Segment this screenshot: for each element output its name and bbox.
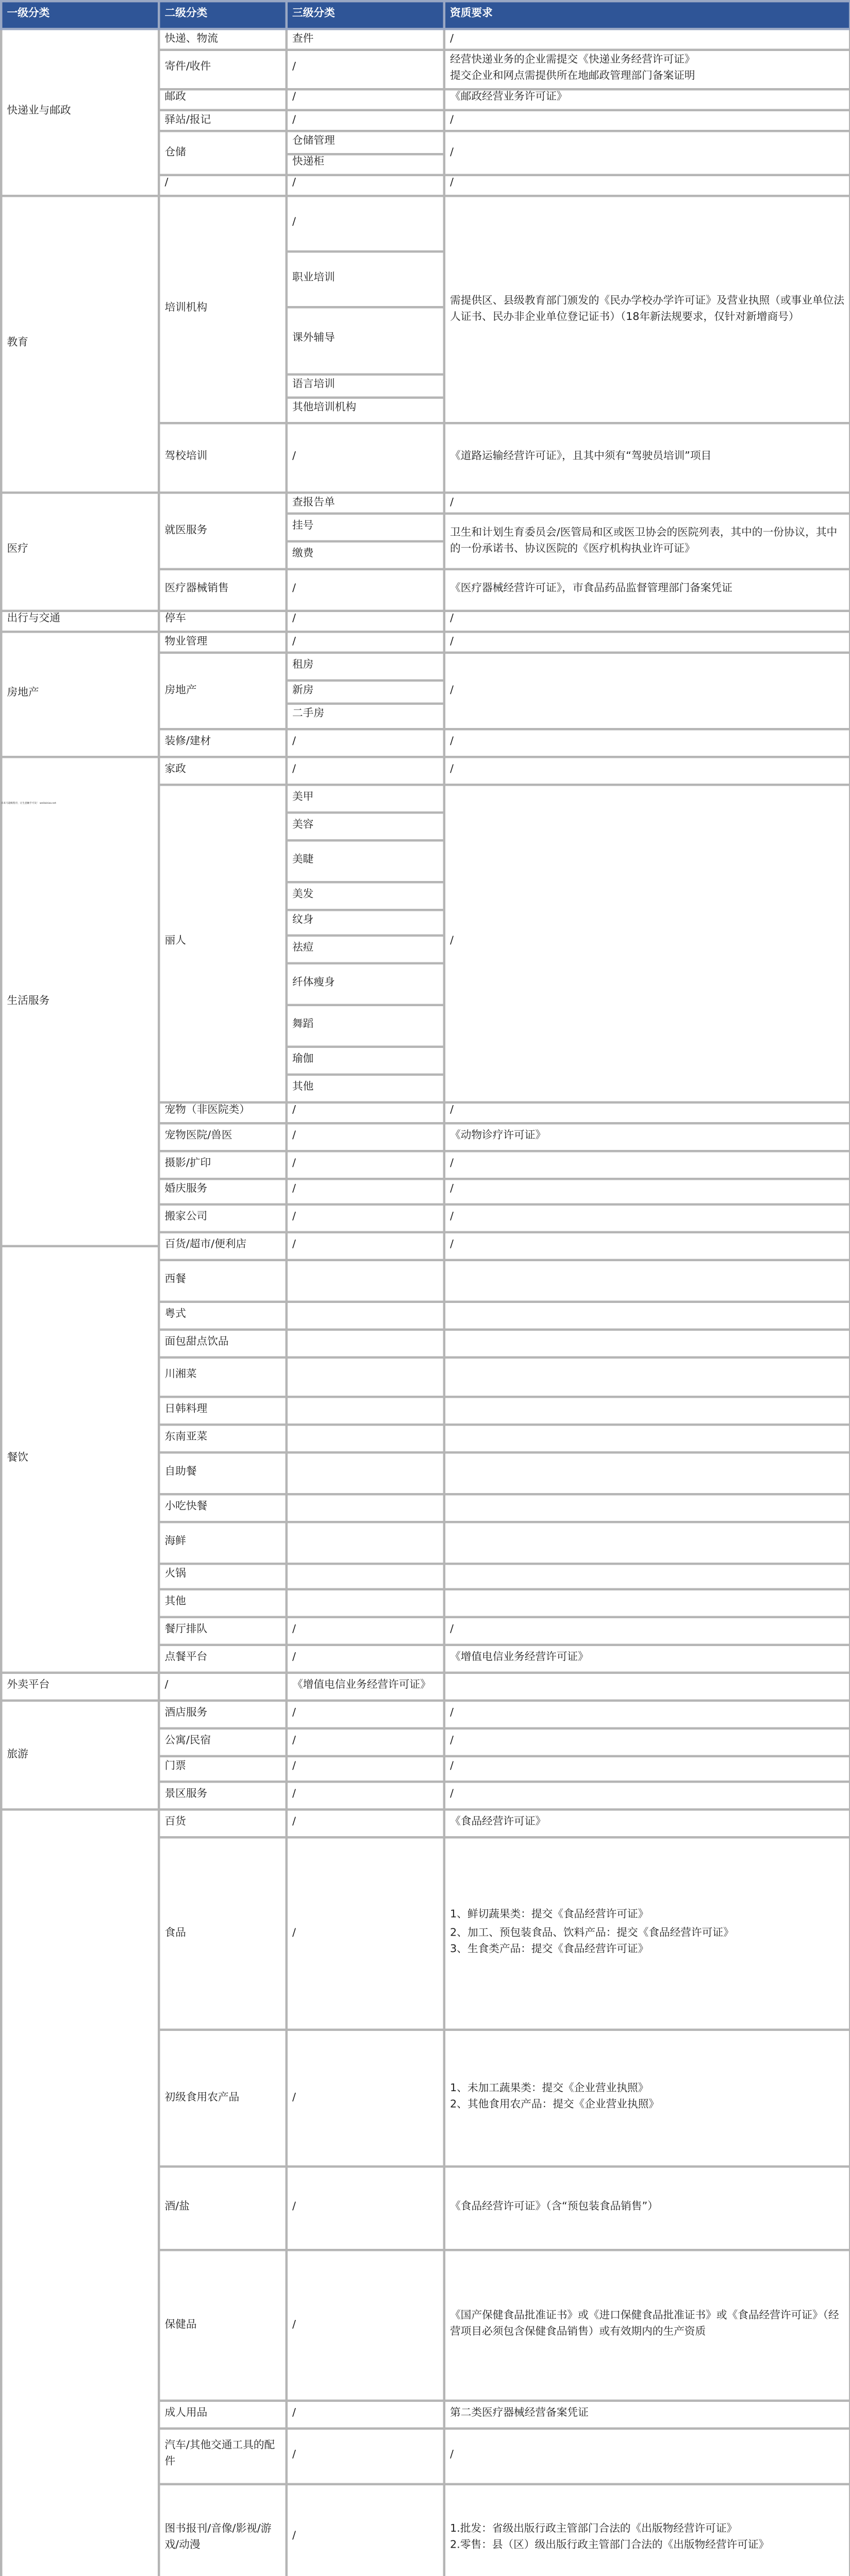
level2-cell: 餐厅排队 [159, 1618, 287, 1645]
requirement-cell: / [444, 654, 850, 731]
level2-cell: 宠物（非医院类） [159, 1101, 287, 1123]
level2-cell: 西餐 [159, 1260, 287, 1301]
level1-cell: 出行与交通 [1, 611, 159, 632]
table-row [1, 493, 850, 515]
level3-cell: / [287, 611, 444, 632]
requirement-cell [444, 1563, 850, 1590]
level2-cell: 初级食用农产品 [159, 2030, 287, 2167]
level3-cell: / [287, 1783, 444, 1810]
level1-cell [1, 1810, 159, 2576]
level2-cell: 停车 [159, 611, 287, 632]
header-row [1, 1, 850, 29]
requirement-cell [444, 1673, 850, 1700]
level3-cell [287, 1301, 444, 1329]
level3-cell: / [287, 1178, 444, 1205]
requirement-cell: / [444, 632, 850, 654]
requirement-cell: 《增值电信业务经营许可证》 [444, 1645, 850, 1672]
level3-cell: / [287, 424, 444, 493]
requirement-cell [444, 1329, 850, 1357]
requirement-cell: 《国产保健食品批准证书》或《进口保健食品批准证书》或《食品经营许可证》（经营项目必须包含保健食品销售）或有效期内的生产资质 [444, 2250, 850, 2401]
level3-cell: / [287, 2484, 444, 2576]
level2-cell: 川湘菜 [159, 1357, 287, 1398]
level3-cell: 新房 [287, 681, 444, 703]
level2-cell: 装修/建材 [159, 730, 287, 757]
level3-cell: / [287, 89, 444, 110]
requirement-cell: 《道路运输经营许可证》，且其中须有“驾驶员培训”项目 [444, 424, 850, 493]
level3-cell: / [287, 1645, 444, 1672]
level2-cell: 小吃快餐 [159, 1494, 287, 1521]
requirement-cell: / [444, 730, 850, 757]
level2-cell: 驾校培训 [159, 424, 287, 493]
table-row [1, 1673, 850, 1700]
level3-cell [287, 1494, 444, 1521]
level3-cell: 课外辅导 [287, 307, 444, 375]
level2-cell: 点餐平台 [159, 1645, 287, 1672]
level3-cell: 其他培训机构 [287, 397, 444, 424]
level3-cell: / [287, 50, 444, 89]
level3-cell: 其他 [287, 1074, 444, 1101]
level3-cell: 美发 [287, 882, 444, 909]
requirement-cell: / [444, 110, 850, 132]
requirement-cell: / [444, 1700, 850, 1727]
level2-cell: 快递、物流 [159, 29, 287, 50]
level2-cell: 图书报刊/音像/影视/游戏/动漫 [159, 2484, 287, 2576]
level2-cell: 自助餐 [159, 1453, 287, 1494]
requirement-cell: 经营快递业务的企业需提交《快递业务经营许可证》 提交企业和网点需提供所在地邮政管理部门备案证明 [444, 50, 850, 89]
level3-cell: 快递柜 [287, 153, 444, 175]
level2-cell: 驿站/报记 [159, 110, 287, 132]
requirement-cell: 1、鲜切蔬果类：提交《食品经营许可证》 2、加工、预包装食品、饮料产品：提交《食品经营许可证》 3、生食类产品：提交《食品经营许可证》 [444, 1838, 850, 2030]
level2-cell: 邮政 [159, 89, 287, 110]
requirement-cell: / [444, 1755, 850, 1783]
level3-cell: 美甲 [287, 785, 444, 812]
level3-cell [287, 1260, 444, 1301]
table-row [1, 29, 850, 50]
level2-cell: 日韩料理 [159, 1398, 287, 1425]
table-row [1, 1810, 850, 1838]
level3-cell: 查件 [287, 29, 444, 50]
level1-cell: 教育 [1, 196, 159, 493]
level3-cell: 仓储管理 [287, 132, 444, 154]
requirement-cell: 《医疗器械经营许可证》，市食品药品监督管理部门备案凭证 [444, 569, 850, 611]
level3-cell: / [287, 1101, 444, 1123]
level2-cell: / [159, 175, 287, 196]
level2-cell: 保健品 [159, 2250, 287, 2401]
level3-cell: 二手房 [287, 703, 444, 730]
requirement-cell: 《邮政经营业务许可证》 [444, 89, 850, 110]
level3-cell: / [287, 1206, 444, 1233]
requirement-cell [444, 1521, 850, 1563]
level3-cell: / [287, 1838, 444, 2030]
level3-cell: / [287, 2167, 444, 2250]
level3-cell: 美睫 [287, 840, 444, 882]
level3-cell: / [287, 1727, 444, 1755]
requirement-cell: 卫生和计划生育委员会/医管局和区或医卫协会的医院列表，其中的一份协议，其中的一份承诺书、协议医院的《医疗机构执业许可证》 [444, 514, 850, 569]
level3-cell: / [287, 1123, 444, 1150]
level3-cell: / [287, 110, 444, 132]
level3-cell [287, 1329, 444, 1357]
requirement-cell: / [444, 1618, 850, 1645]
level2-cell: 粤式 [159, 1301, 287, 1329]
level3-cell: / [287, 758, 444, 785]
level3-cell: / [287, 632, 444, 654]
level2-cell: 百货 [159, 1810, 287, 1838]
level3-cell: / [287, 175, 444, 196]
level3-cell: 祛痘 [287, 937, 444, 964]
requirement-cell [444, 1301, 850, 1329]
level3-cell: / [287, 2401, 444, 2429]
level3-cell: / [287, 1755, 444, 1783]
level3-cell: 舞蹈 [287, 1005, 444, 1046]
requirement-cell: / [444, 2429, 850, 2484]
level3-cell: / [287, 569, 444, 611]
level2-cell: / [159, 1673, 287, 1700]
requirement-cell: / [444, 1206, 850, 1233]
requirement-cell [444, 1453, 850, 1494]
level3-cell: / [287, 1810, 444, 1838]
requirement-cell [444, 1425, 850, 1452]
requirement-cell: / [444, 1150, 850, 1178]
level2-cell: 家政 [159, 758, 287, 785]
level2-cell: 房地产 [159, 654, 287, 731]
level2-cell: 其他 [159, 1590, 287, 1618]
level2-cell: 就医服务 [159, 493, 287, 570]
level1-cell: 外卖平台 [1, 1673, 159, 1700]
level3-cell: 纤体瘦身 [287, 964, 444, 1005]
level2-cell: 百货/超市/便利店 [159, 1233, 287, 1260]
requirement-cell: / [444, 1233, 850, 1260]
requirement-cell: 《动物诊疗许可证》 [444, 1123, 850, 1150]
level3-cell: / [287, 1700, 444, 1727]
requirement-cell: / [444, 1727, 850, 1755]
level3-cell: 查报告单 [287, 493, 444, 515]
header-level3: 三级分类 [287, 1, 444, 29]
level3-cell: / [287, 1150, 444, 1178]
level2-cell: 摄影/扩印 [159, 1150, 287, 1178]
level3-cell [287, 1357, 444, 1398]
level3-cell: 《增值电信业务经营许可证》 [287, 1673, 444, 1700]
requirement-cell [444, 1357, 850, 1398]
requirement-cell: / [444, 132, 850, 175]
level1-cell: 房地产 [1, 632, 159, 758]
level1-cell: 旅游 [1, 1700, 159, 1810]
level3-cell [287, 1398, 444, 1425]
requirement-cell: 1、未加工蔬果类：提交《企业营业执照》 2、其他食用农产品：提交《企业营业执照》 [444, 2030, 850, 2167]
requirement-cell [444, 1494, 850, 1521]
requirement-cell [444, 1590, 850, 1618]
header-requirements: 资质要求 [444, 1, 850, 29]
level2-cell: 门票 [159, 1755, 287, 1783]
level1-cell: 快递业与邮政 [1, 29, 159, 196]
level3-cell: 租房 [287, 654, 444, 681]
level3-cell: 语言培训 [287, 375, 444, 397]
level2-cell: 公寓/民宿 [159, 1727, 287, 1755]
level3-cell: / [287, 730, 444, 757]
level2-cell: 仓储 [159, 132, 287, 175]
header-level2: 二级分类 [159, 1, 287, 29]
requirement-cell [444, 1260, 850, 1301]
level2-cell: 搬家公司 [159, 1206, 287, 1233]
requirement-cell: / [444, 785, 850, 1101]
header-level1: 一级分类 [1, 1, 159, 29]
level3-cell: / [287, 2429, 444, 2484]
level3-cell: / [287, 2030, 444, 2167]
table-row [1, 611, 850, 632]
level3-cell: / [287, 1233, 444, 1260]
level2-cell: 寄件/收件 [159, 50, 287, 89]
level3-cell: / [287, 1618, 444, 1645]
table-row [1, 196, 850, 251]
level3-cell: 职业培训 [287, 251, 444, 307]
requirement-cell: / [444, 1178, 850, 1205]
level2-cell: 酒/盐 [159, 2167, 287, 2250]
level2-cell: 婚庆服务 [159, 1178, 287, 1205]
level3-cell: 挂号 [287, 514, 444, 541]
requirement-cell: / [444, 493, 850, 515]
level1-cell: 医疗 [1, 493, 159, 611]
table-header [1, 1, 850, 29]
level3-cell: 美容 [287, 812, 444, 840]
level2-cell: 丽人 [159, 785, 287, 1101]
requirement-cell: 《食品经营许可证》（含“预包装食品销售”） [444, 2167, 850, 2250]
table-row [1, 1700, 850, 1727]
level2-cell: 汽车/其他交通工具的配件 [159, 2429, 287, 2484]
requirement-cell: / [444, 1783, 850, 1810]
requirement-cell: 第二类医疗器械经营备案凭证 [444, 2401, 850, 2429]
footer-text: 未来马超级程序，让生意触手可及！ weilainiao.net [1, 802, 56, 805]
table-body [1, 29, 850, 2576]
level3-cell: / [287, 2250, 444, 2401]
level3-cell [287, 1590, 444, 1618]
level2-cell: 面包甜点饮品 [159, 1329, 287, 1357]
requirement-cell: / [444, 1101, 850, 1123]
level2-cell: 东南亚菜 [159, 1425, 287, 1452]
level3-cell: / [287, 196, 444, 251]
level1-cell: 餐饮 [1, 1247, 159, 1673]
requirement-cell: / [444, 175, 850, 196]
level3-cell [287, 1563, 444, 1590]
requirement-cell: 《食品经营许可证》 [444, 1810, 850, 1838]
level2-cell: 海鲜 [159, 1521, 287, 1563]
level2-cell: 景区服务 [159, 1783, 287, 1810]
level2-cell: 宠物医院/兽医 [159, 1123, 287, 1150]
requirement-cell: 需提供区、县级教育部门颁发的《民办学校办学许可证》及营业执照（或事业单位法人证书、民办非企业单位登记证书）（18年新法规要求，仅针对新增商号） [444, 196, 850, 424]
level3-cell [287, 1425, 444, 1452]
requirement-cell: / [444, 758, 850, 785]
requirement-cell: / [444, 29, 850, 50]
level2-cell: 培训机构 [159, 196, 287, 424]
requirement-cell: / [444, 611, 850, 632]
requirement-cell [444, 1398, 850, 1425]
level3-cell [287, 1521, 444, 1563]
level2-cell: 火锅 [159, 1563, 287, 1590]
level2-cell: 酒店服务 [159, 1700, 287, 1727]
requirement-cell: 1.批发：省级出版行政主管部门合法的《出版物经营许可证》 2.零售：县（区）级出版行政主管部门合法的《出版物经营许可证》 [444, 2484, 850, 2576]
level3-cell: 纹身 [287, 909, 444, 936]
level3-cell: 缴费 [287, 542, 444, 569]
level2-cell: 食品 [159, 1838, 287, 2030]
level2-cell: 物业管理 [159, 632, 287, 654]
table-row [1, 758, 850, 785]
level1-cell: 生活服务 [1, 758, 159, 1247]
level3-cell: 瑜伽 [287, 1046, 444, 1074]
table-row [1, 632, 850, 654]
level3-cell [287, 1453, 444, 1494]
level2-cell: 医疗器械销售 [159, 569, 287, 611]
level2-cell: 成人用品 [159, 2401, 287, 2429]
